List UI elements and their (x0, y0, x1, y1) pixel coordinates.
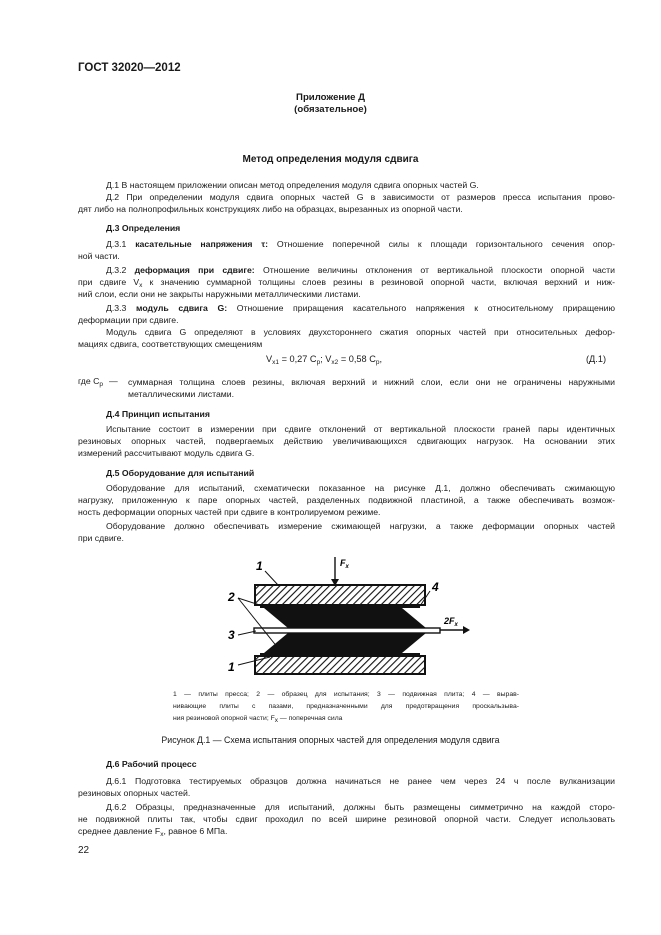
definition-d33-line2: деформации при сдвиге. (78, 315, 179, 325)
label-fx (340, 558, 350, 570)
eq-v: V (266, 354, 273, 364)
definition-d33-number: Д.3.3 (106, 303, 137, 313)
definition-d32-post: к значению суммарной толщины слоев резины в резиновой опорной части, включая верхний и ниж- (142, 277, 616, 287)
paragraph-d62-sub: x (160, 831, 164, 838)
press-plate-top (255, 585, 425, 605)
definition-d32-line1 (78, 264, 615, 276)
paragraph-d5-line2: нагрузку, приложенную к паре опорных частей, разделенных подвижной пластиной, а также обеспечивать возмож- (78, 495, 615, 505)
label-4: 4 (432, 580, 439, 594)
definition-d32-pre: при сдвиге V (78, 277, 140, 287)
label-fx-f: F (340, 558, 346, 568)
paragraph-d4-line2: резиновых опорных частей, подвергаемых действию увеличивающихся сдвигающих нагрузок. На основании этих (78, 436, 615, 446)
section-heading-d3: Д.3 Определения (106, 223, 181, 233)
definition-d33-term: модуль сдвига G: (136, 303, 228, 313)
alignment-plate-top (260, 605, 420, 608)
where-label (78, 376, 103, 388)
definition-d31-text: Отношение поперечной силы к площади горизонтального сечения опор- (268, 239, 615, 249)
definition-d32-term: деформация при сдвиге: (134, 265, 255, 275)
definition-d33-text: Отношение приращения касательного напряжения к относительному приращению (227, 303, 615, 313)
figure-legend-line2: нивающие плиты с пазами, предназначенными для предотвращения проскальзыва- (173, 703, 519, 710)
where-line2: металлическими листами. (128, 389, 235, 399)
standard-header: ГОСТ 32020—2012 (78, 62, 181, 74)
figure-caption: Рисунок Д.1 — Схема испытания опорных частей для определения модуля сдвига (161, 735, 500, 745)
definition-d33-line1 (78, 302, 615, 314)
eq-sub-x2: x2 (331, 359, 339, 366)
method-title: Метод определения модуля сдвига (242, 154, 419, 165)
label-2fx-f: 2F (444, 616, 455, 626)
eq-term1: = 0,27 C (279, 354, 317, 364)
page-number: 22 (78, 845, 90, 856)
paragraph-d5-line3: ность деформации опорных частей при сдвиге в контролируемом режиме. (78, 507, 381, 517)
where-line1: суммарная толщина слоев резины, включая верхний и нижний слои, если они не ограничены наружными (128, 377, 615, 387)
label-3: 3 (228, 628, 235, 642)
figure-legend-line3-sub: x (274, 717, 279, 724)
where-word: где C (78, 376, 100, 386)
label-2fx (443, 616, 459, 628)
figure-legend-line3-pre: ния резиновой опорной части; F (173, 715, 275, 722)
eq-term3: = 0,58 C (338, 354, 376, 364)
eq-sub-p2: p (375, 359, 380, 366)
definition-d32-text: Отношение величины отклонения от вертикальной плоскости опорной части (254, 265, 615, 275)
appendix-subtitle: (обязательное) (294, 104, 367, 115)
eq-sub-x1: x1 (272, 359, 280, 366)
definition-d31-term: касательные напряжения τ: (135, 239, 269, 249)
where-dash: — (109, 376, 118, 386)
paragraph-d61-line1: Д.6.1 Подготовка тестируемых образцов должна начинаться не ранее чем через 24 ч после вулканизации (106, 776, 615, 786)
definition-d31-line1 (78, 238, 615, 250)
paragraph-d61-line2: резиновых опорных частей. (78, 788, 191, 798)
equation-d1 (266, 354, 382, 366)
section-heading-d5: Д.5 Оборудование для испытаний (106, 468, 255, 478)
appendix-title: Приложение Д (296, 92, 365, 103)
label-1-bottom: 1 (228, 660, 235, 674)
eq-term4: , (379, 354, 383, 364)
leader-1-top (265, 571, 278, 585)
shear-modulus-line1: Модуль сдвига G определяют в условиях двухстороннего сжатия опорных частей при относительных дефор- (106, 327, 615, 337)
press-plate-bottom (255, 656, 425, 674)
paragraph-d62-post: , равное 6 МПа. (163, 826, 228, 836)
definition-d31-number: Д.3.1 (106, 239, 136, 249)
equation-number: (Д.1) (586, 354, 607, 364)
paragraph-d2-line2: дят либо на полнопрофильных конструкциях либо на образцах, вырезанных из опорной части. (78, 204, 463, 214)
movable-plate (254, 628, 440, 633)
paragraph-d2-line1: Д.2 При определении модуля сдвига опорных частей G в зависимости от размеров пресса испытания прово- (106, 192, 615, 202)
where-sub: p (99, 381, 103, 388)
paragraph-d5-line5: при сдвиге. (78, 533, 124, 543)
paragraph-d62-line3 (78, 825, 615, 841)
shear-modulus-line2: мациях сдвига, соответствующих смещениям (78, 339, 263, 349)
paragraph-d62-line1: Д.6.2 Образцы, предназначенные для испытаний, должны быть размещены симметрично на каждой сторо- (106, 802, 615, 812)
figure-legend-line3 (173, 714, 519, 726)
paragraph-d1: Д.1 В настоящем приложении описан метод определения модуля сдвига опорных частей G. (106, 180, 479, 190)
eq-sub-p1: p (316, 359, 321, 366)
specimen-bottom (264, 633, 426, 653)
test-scheme-figure (220, 553, 470, 683)
paragraph-d5-line4: Оборудование должно обеспечивать измерение сжимающей нагрузки, а также деформации опорных частей (106, 521, 615, 531)
label-fx-sub: x (345, 564, 349, 570)
definition-d32-sub: x (139, 282, 143, 289)
definition-d31-line2: ной части. (78, 251, 120, 261)
paragraph-d4-line1: Испытание состоит в измерении при сдвиге отклонений от вертикальной плоскости граней пары идентичных (106, 424, 615, 434)
figure-legend-line1: 1 — плиты пресса; 2 — образец для испытания; 3 — подвижная плита; 4 — вырав- (173, 691, 519, 698)
label-1-top: 1 (256, 559, 263, 573)
label-2fx-sub: x (454, 622, 458, 628)
label-2: 2 (228, 590, 235, 604)
paragraph-d62-pre: среднее давление F (78, 826, 161, 836)
paragraph-d5-line1: Оборудование для испытаний, схематически показанное на рисунке Д.1, должно обеспечивать сжимающую (106, 483, 615, 493)
definition-d32-number: Д.3.2 (106, 265, 135, 275)
specimen-top (264, 608, 426, 628)
alignment-plate-bottom (260, 653, 420, 656)
figure-legend-line3-post: — поперечная сила (278, 715, 343, 722)
paragraph-d62-line2: не подвижной плиты так, чтобы сдвиг проходил по всей ширине резиновой опорной части. Следует использовать (78, 814, 615, 824)
paragraph-d4-line3: измерений рассчитывают модуль сдвига G. (78, 448, 255, 458)
force-arrow-2fx-head (463, 626, 470, 634)
section-heading-d4: Д.4 Принцип испытания (106, 409, 210, 419)
definition-d32-line3: ний слои, если они не закрыты наружными металлическими листами. (78, 289, 361, 299)
section-heading-d6: Д.6 Рабочий процесс (106, 759, 197, 769)
eq-term2: ; V (320, 354, 332, 364)
